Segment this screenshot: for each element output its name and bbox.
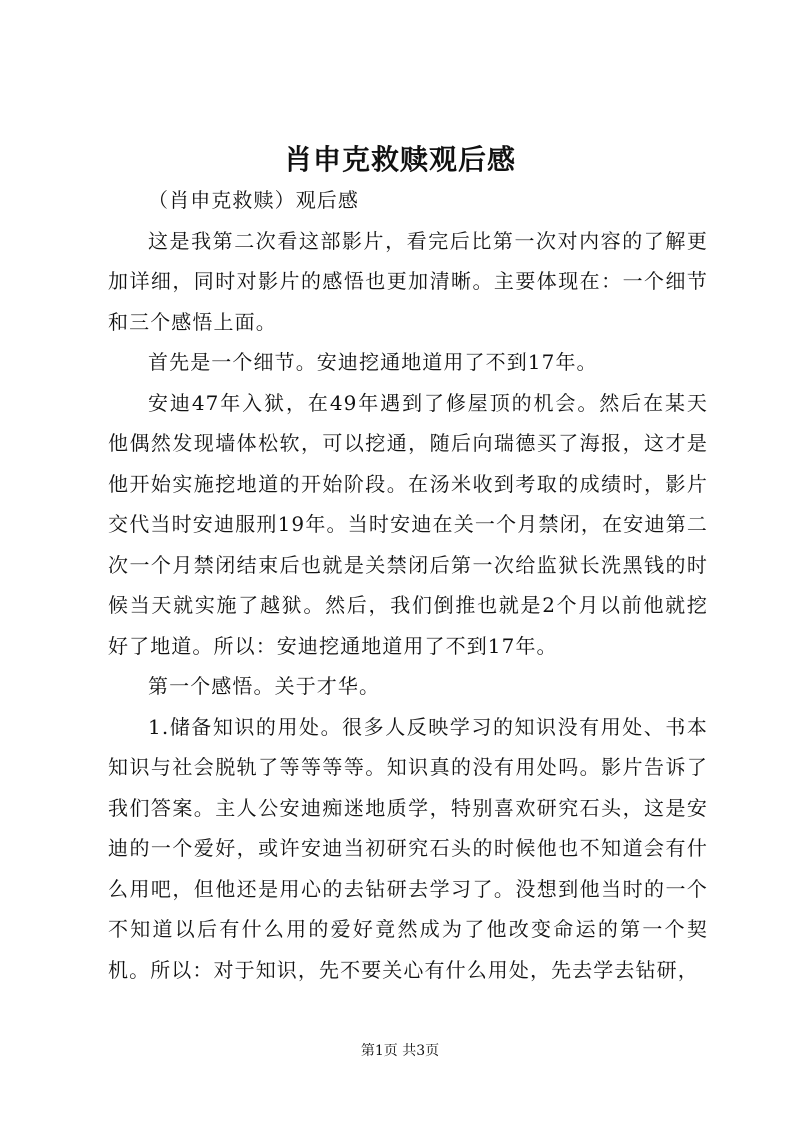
paragraph-detail-heading: 首先是一个细节。安迪挖通地道用了不到17年。 — [148, 350, 598, 374]
paragraph-insight-body: 1.储备知识的用处。很多人反映学习的知识没有用处、书本知识与社会脱轨了等等等等。知识真的没有用处吗。影片告诉了我们答案。主人公安迪痴迷地质学，特别喜欢研究石头，这是安迪的一个爱好，或许安迪当初研究石头的时候他也不知道会有什么用吧，但他还是用心的去钻研去学习了。没想到他当时的一个不知道以后有什么用的爱好竟然成为了他改变命运的第一个契机。所以：对于知识，先不要关心有什么用处，先去学去钻研， — [108, 714, 708, 982]
document-title: 肖申克救赎观后感 — [283, 143, 516, 176]
paragraph-intro: 这是我第二次看这部影片，看完后比第一次对内容的了解更加详细，同时对影片的感悟也更加清晰。主要体现在：一个细节和三个感悟上面。 — [108, 228, 708, 334]
paragraph-detail-body: 安迪47年入狱，在49年遇到了修屋顶的机会。然后在某天他偶然发现墙体松软，可以挖通，随后向瑞德买了海报，这才是他开始实施挖地道的开始阶段。在汤米收到考取的成绩时，影片交代当时安迪服刑19年。当时安迪在关一个月禁闭，在安迪第二次一个月禁闭结束后也就是关禁闭后第一次给监狱长洗黑钱的时候当天就实施了越狱。然后，我们倒推也就是2个月以前他就挖好了地道。所以：安迪挖通地道用了不到17年。 — [108, 390, 708, 658]
paragraph-insight-heading: 第一个感悟。关于才华。 — [148, 674, 381, 698]
document-body — [108, 180, 708, 990]
paragraph-subtitle: （肖申克救赎）观后感 — [148, 188, 359, 212]
page-footer: 第1页 共3页 — [360, 1043, 440, 1059]
